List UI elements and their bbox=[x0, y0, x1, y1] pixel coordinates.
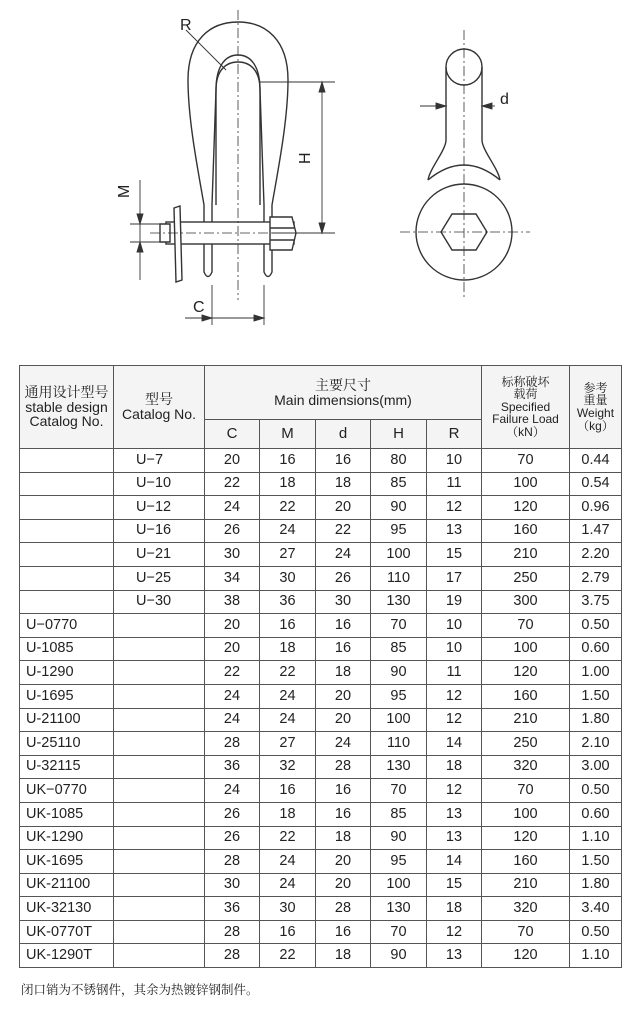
cell-d: 28 bbox=[316, 755, 371, 779]
table-row bbox=[20, 944, 622, 968]
cell-load: 210 bbox=[482, 543, 570, 567]
cell-weight: 1.00 bbox=[570, 661, 622, 685]
cell-r: 12 bbox=[427, 684, 482, 708]
cell-design bbox=[20, 449, 114, 473]
cell-design: U-21100 bbox=[20, 708, 114, 732]
cell-h: 130 bbox=[371, 755, 427, 779]
cotter-pin bbox=[174, 206, 182, 282]
col-weight-header: 参考 重量 Weight （kg） bbox=[570, 366, 622, 449]
cell-catalog: U−10 bbox=[114, 472, 205, 496]
cell-design: UK-0770T bbox=[20, 920, 114, 944]
cell-m: 27 bbox=[260, 732, 316, 756]
cell-load: 320 bbox=[482, 897, 570, 921]
cell-d: 24 bbox=[316, 732, 371, 756]
cell-catalog bbox=[114, 684, 205, 708]
table-row bbox=[20, 519, 622, 543]
cell-h: 90 bbox=[371, 826, 427, 850]
cell-r: 10 bbox=[427, 449, 482, 473]
cell-r: 11 bbox=[427, 661, 482, 685]
cell-m: 16 bbox=[260, 449, 316, 473]
cell-d: 16 bbox=[316, 637, 371, 661]
cell-load: 250 bbox=[482, 566, 570, 590]
cell-design bbox=[20, 566, 114, 590]
cell-m: 16 bbox=[260, 614, 316, 638]
cell-catalog bbox=[114, 661, 205, 685]
cell-design: U−0770 bbox=[20, 614, 114, 638]
cell-h: 85 bbox=[371, 637, 427, 661]
label-c: C bbox=[193, 299, 205, 316]
cell-m: 30 bbox=[260, 897, 316, 921]
cell-c: 24 bbox=[205, 779, 260, 803]
cell-m: 22 bbox=[260, 496, 316, 520]
cell-weight: 0.96 bbox=[570, 496, 622, 520]
cell-c: 22 bbox=[205, 661, 260, 685]
cell-h: 100 bbox=[371, 708, 427, 732]
col-design-header: 通用设计型号 stable design Catalog No. bbox=[20, 366, 114, 449]
cell-r: 14 bbox=[427, 732, 482, 756]
cell-weight: 2.10 bbox=[570, 732, 622, 756]
cell-design bbox=[20, 519, 114, 543]
table-row bbox=[20, 779, 622, 803]
cell-c: 22 bbox=[205, 472, 260, 496]
cell-c: 20 bbox=[205, 449, 260, 473]
cell-weight: 0.50 bbox=[570, 779, 622, 803]
cell-design: UK-1695 bbox=[20, 850, 114, 874]
cell-catalog: U−21 bbox=[114, 543, 205, 567]
spec-table-body bbox=[20, 449, 622, 968]
col-r-header: R bbox=[427, 420, 482, 449]
table-row bbox=[20, 897, 622, 921]
cell-c: 28 bbox=[205, 850, 260, 874]
table-row bbox=[20, 732, 622, 756]
table-row bbox=[20, 496, 622, 520]
cell-design: UK-1290T bbox=[20, 944, 114, 968]
footnote: 闭口销为不锈钢件，其余为热镀锌钢制件。 bbox=[21, 983, 259, 997]
cell-catalog: U−16 bbox=[114, 519, 205, 543]
cell-h: 90 bbox=[371, 661, 427, 685]
cell-r: 11 bbox=[427, 472, 482, 496]
cell-r: 13 bbox=[427, 826, 482, 850]
cell-catalog bbox=[114, 897, 205, 921]
cell-design: UK−0770 bbox=[20, 779, 114, 803]
cell-weight: 1.50 bbox=[570, 850, 622, 874]
table-row bbox=[20, 684, 622, 708]
cell-catalog: U−25 bbox=[114, 566, 205, 590]
cell-design: U-32115 bbox=[20, 755, 114, 779]
cell-m: 18 bbox=[260, 802, 316, 826]
cell-catalog bbox=[114, 802, 205, 826]
cell-r: 10 bbox=[427, 614, 482, 638]
cell-weight: 0.60 bbox=[570, 802, 622, 826]
table-row bbox=[20, 826, 622, 850]
cell-weight: 2.20 bbox=[570, 543, 622, 567]
cell-d: 20 bbox=[316, 873, 371, 897]
cell-h: 90 bbox=[371, 496, 427, 520]
cell-catalog bbox=[114, 732, 205, 756]
cell-weight: 3.40 bbox=[570, 897, 622, 921]
cell-m: 18 bbox=[260, 472, 316, 496]
cell-c: 28 bbox=[205, 732, 260, 756]
cell-r: 19 bbox=[427, 590, 482, 614]
cell-c: 24 bbox=[205, 496, 260, 520]
cell-d: 18 bbox=[316, 472, 371, 496]
cell-weight: 1.10 bbox=[570, 944, 622, 968]
cell-load: 120 bbox=[482, 661, 570, 685]
cell-m: 24 bbox=[260, 519, 316, 543]
cell-load: 320 bbox=[482, 755, 570, 779]
cell-r: 12 bbox=[427, 496, 482, 520]
table-row bbox=[20, 637, 622, 661]
cell-load: 160 bbox=[482, 684, 570, 708]
table-row bbox=[20, 802, 622, 826]
cell-catalog bbox=[114, 755, 205, 779]
col-c-header: C bbox=[205, 420, 260, 449]
cell-r: 15 bbox=[427, 873, 482, 897]
cell-weight: 1.10 bbox=[570, 826, 622, 850]
cell-r: 15 bbox=[427, 543, 482, 567]
cell-catalog bbox=[114, 873, 205, 897]
cell-m: 22 bbox=[260, 826, 316, 850]
cell-weight: 0.44 bbox=[570, 449, 622, 473]
cell-h: 100 bbox=[371, 873, 427, 897]
cell-weight: 1.80 bbox=[570, 873, 622, 897]
cell-r: 17 bbox=[427, 566, 482, 590]
label-r: R bbox=[180, 17, 192, 34]
cell-design: U-1695 bbox=[20, 684, 114, 708]
cell-load: 250 bbox=[482, 732, 570, 756]
cell-c: 26 bbox=[205, 802, 260, 826]
cell-r: 18 bbox=[427, 755, 482, 779]
cell-weight: 3.00 bbox=[570, 755, 622, 779]
table-row bbox=[20, 850, 622, 874]
col-catalog-header: 型号 Catalog No. bbox=[114, 366, 205, 449]
cell-load: 120 bbox=[482, 496, 570, 520]
cell-h: 90 bbox=[371, 944, 427, 968]
cell-c: 38 bbox=[205, 590, 260, 614]
col-d-header: d bbox=[316, 420, 371, 449]
table-row bbox=[20, 920, 622, 944]
cell-load: 70 bbox=[482, 779, 570, 803]
table-row bbox=[20, 472, 622, 496]
cell-r: 13 bbox=[427, 944, 482, 968]
cell-design: UK-1085 bbox=[20, 802, 114, 826]
cell-catalog bbox=[114, 708, 205, 732]
cell-m: 18 bbox=[260, 637, 316, 661]
cell-catalog bbox=[114, 637, 205, 661]
cell-design: UK-32130 bbox=[20, 897, 114, 921]
cell-d: 20 bbox=[316, 684, 371, 708]
cell-c: 34 bbox=[205, 566, 260, 590]
cell-m: 27 bbox=[260, 543, 316, 567]
cell-catalog bbox=[114, 826, 205, 850]
cell-weight: 3.75 bbox=[570, 590, 622, 614]
cell-catalog bbox=[114, 944, 205, 968]
cell-m: 16 bbox=[260, 779, 316, 803]
cell-load: 70 bbox=[482, 449, 570, 473]
table-row bbox=[20, 590, 622, 614]
cell-catalog bbox=[114, 779, 205, 803]
cell-h: 70 bbox=[371, 614, 427, 638]
cell-c: 26 bbox=[205, 826, 260, 850]
cell-catalog: U−7 bbox=[114, 449, 205, 473]
table-row bbox=[20, 755, 622, 779]
cell-r: 12 bbox=[427, 708, 482, 732]
cell-d: 28 bbox=[316, 897, 371, 921]
cell-h: 95 bbox=[371, 519, 427, 543]
cell-m: 24 bbox=[260, 708, 316, 732]
col-load-header: 标称破坏 载荷 Specified Failure Load （kN） bbox=[482, 366, 570, 449]
cell-load: 300 bbox=[482, 590, 570, 614]
cell-h: 95 bbox=[371, 850, 427, 874]
table-row bbox=[20, 543, 622, 567]
cell-m: 24 bbox=[260, 873, 316, 897]
cell-design bbox=[20, 496, 114, 520]
cell-d: 30 bbox=[316, 590, 371, 614]
table-row bbox=[20, 873, 622, 897]
cell-d: 24 bbox=[316, 543, 371, 567]
col-h-header: H bbox=[371, 420, 427, 449]
cell-design: U-1085 bbox=[20, 637, 114, 661]
cell-design: UK-1290 bbox=[20, 826, 114, 850]
cell-weight: 1.80 bbox=[570, 708, 622, 732]
cell-load: 210 bbox=[482, 708, 570, 732]
table-row bbox=[20, 708, 622, 732]
cell-c: 24 bbox=[205, 708, 260, 732]
cell-c: 20 bbox=[205, 614, 260, 638]
cell-h: 70 bbox=[371, 779, 427, 803]
cell-d: 18 bbox=[316, 826, 371, 850]
cell-c: 30 bbox=[205, 543, 260, 567]
cell-h: 110 bbox=[371, 732, 427, 756]
cell-design: U-25110 bbox=[20, 732, 114, 756]
cell-design: UK-21100 bbox=[20, 873, 114, 897]
cell-m: 24 bbox=[260, 850, 316, 874]
cell-weight: 1.47 bbox=[570, 519, 622, 543]
cell-r: 10 bbox=[427, 637, 482, 661]
cell-d: 16 bbox=[316, 802, 371, 826]
cell-m: 22 bbox=[260, 661, 316, 685]
cell-d: 18 bbox=[316, 944, 371, 968]
cell-r: 18 bbox=[427, 897, 482, 921]
cell-h: 95 bbox=[371, 684, 427, 708]
spec-table bbox=[19, 365, 622, 968]
cell-catalog: U−30 bbox=[114, 590, 205, 614]
cell-catalog bbox=[114, 614, 205, 638]
cell-catalog bbox=[114, 920, 205, 944]
cell-d: 16 bbox=[316, 449, 371, 473]
cell-catalog: U−12 bbox=[114, 496, 205, 520]
cell-design bbox=[20, 543, 114, 567]
cell-design bbox=[20, 472, 114, 496]
label-h: H bbox=[297, 152, 314, 164]
cell-d: 16 bbox=[316, 614, 371, 638]
cell-h: 110 bbox=[371, 566, 427, 590]
cell-load: 100 bbox=[482, 472, 570, 496]
cell-load: 70 bbox=[482, 614, 570, 638]
cell-d: 22 bbox=[316, 519, 371, 543]
cell-r: 14 bbox=[427, 850, 482, 874]
cell-m: 24 bbox=[260, 684, 316, 708]
cell-h: 85 bbox=[371, 472, 427, 496]
cell-h: 100 bbox=[371, 543, 427, 567]
cell-weight: 0.50 bbox=[570, 920, 622, 944]
cell-weight: 0.60 bbox=[570, 637, 622, 661]
cell-m: 30 bbox=[260, 566, 316, 590]
cell-load: 100 bbox=[482, 802, 570, 826]
cell-c: 24 bbox=[205, 684, 260, 708]
cell-m: 16 bbox=[260, 920, 316, 944]
cell-h: 130 bbox=[371, 897, 427, 921]
nut bbox=[270, 217, 296, 250]
cell-weight: 0.54 bbox=[570, 472, 622, 496]
cell-load: 160 bbox=[482, 850, 570, 874]
cell-h: 130 bbox=[371, 590, 427, 614]
cell-c: 26 bbox=[205, 519, 260, 543]
cell-load: 160 bbox=[482, 519, 570, 543]
cell-catalog bbox=[114, 850, 205, 874]
cell-d: 16 bbox=[316, 779, 371, 803]
cell-r: 13 bbox=[427, 802, 482, 826]
cell-load: 120 bbox=[482, 826, 570, 850]
cell-d: 16 bbox=[316, 920, 371, 944]
cell-c: 28 bbox=[205, 944, 260, 968]
cell-r: 13 bbox=[427, 519, 482, 543]
cell-c: 36 bbox=[205, 897, 260, 921]
cell-c: 28 bbox=[205, 920, 260, 944]
cell-c: 20 bbox=[205, 637, 260, 661]
label-d: d bbox=[500, 91, 509, 108]
cell-weight: 0.50 bbox=[570, 614, 622, 638]
cell-load: 70 bbox=[482, 920, 570, 944]
shackle-technical-drawing bbox=[0, 0, 640, 345]
cell-design: U-1290 bbox=[20, 661, 114, 685]
cell-load: 120 bbox=[482, 944, 570, 968]
cell-load: 210 bbox=[482, 873, 570, 897]
cell-c: 30 bbox=[205, 873, 260, 897]
cell-d: 20 bbox=[316, 850, 371, 874]
label-m: M bbox=[116, 184, 133, 198]
cell-d: 20 bbox=[316, 708, 371, 732]
cell-m: 36 bbox=[260, 590, 316, 614]
table-row bbox=[20, 614, 622, 638]
cell-d: 18 bbox=[316, 661, 371, 685]
cell-weight: 1.50 bbox=[570, 684, 622, 708]
table-row bbox=[20, 449, 622, 473]
cell-h: 85 bbox=[371, 802, 427, 826]
cell-load: 100 bbox=[482, 637, 570, 661]
cell-weight: 2.79 bbox=[570, 566, 622, 590]
cell-m: 22 bbox=[260, 944, 316, 968]
cell-r: 12 bbox=[427, 779, 482, 803]
table-row bbox=[20, 661, 622, 685]
cell-h: 70 bbox=[371, 920, 427, 944]
col-dims-header: 主要尺寸 Main dimensions(mm) bbox=[205, 366, 482, 420]
cell-design bbox=[20, 590, 114, 614]
col-m-header: M bbox=[260, 420, 316, 449]
cell-d: 20 bbox=[316, 496, 371, 520]
cell-c: 36 bbox=[205, 755, 260, 779]
cell-m: 32 bbox=[260, 755, 316, 779]
table-row bbox=[20, 566, 622, 590]
cell-r: 12 bbox=[427, 920, 482, 944]
cell-h: 80 bbox=[371, 449, 427, 473]
cell-d: 26 bbox=[316, 566, 371, 590]
